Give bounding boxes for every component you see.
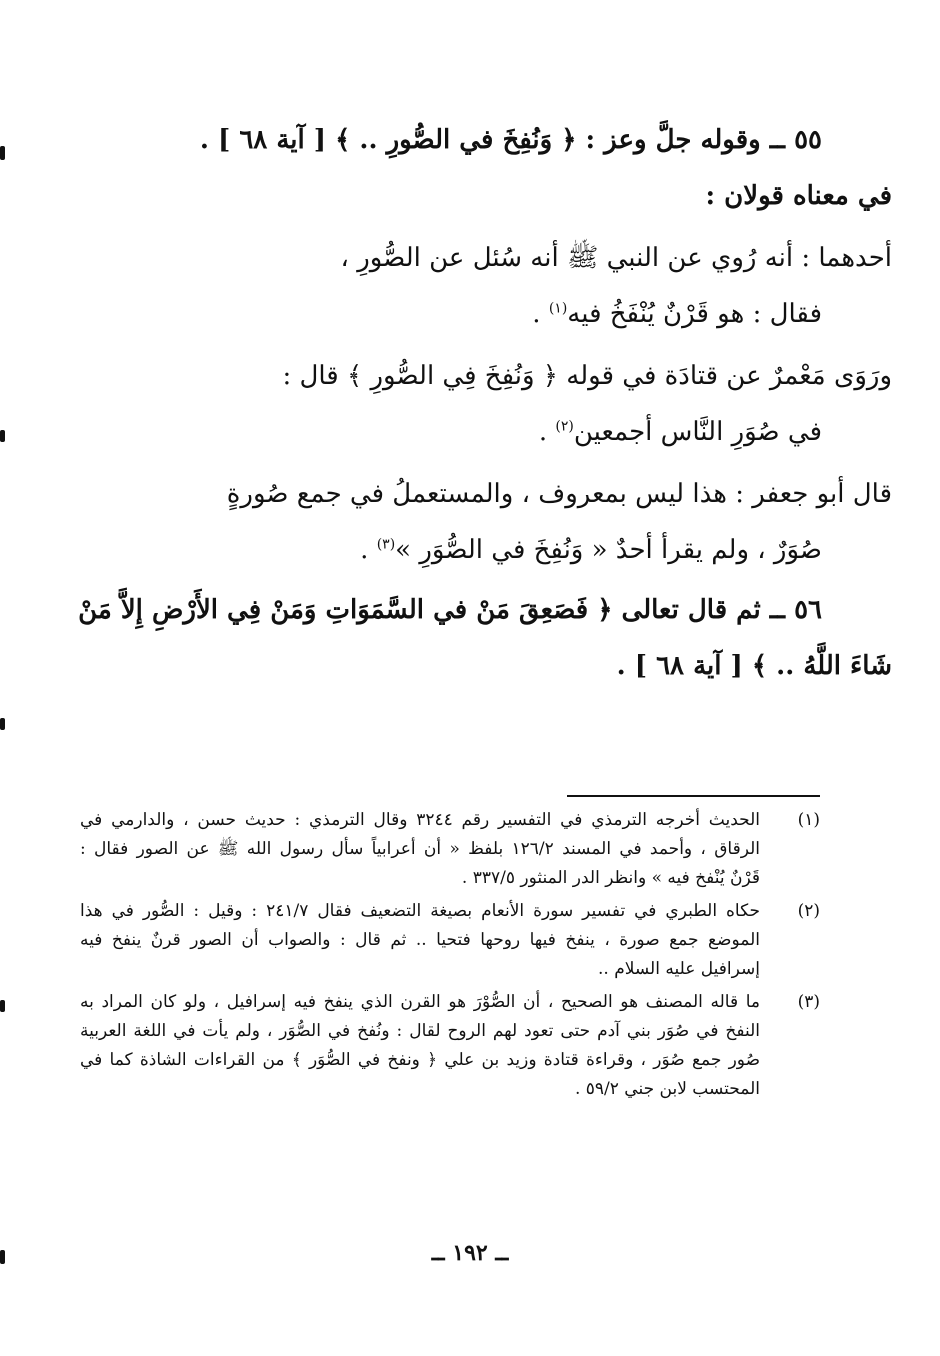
footnote-ref-2[interactable]: (٢) [555,418,574,435]
footnotes [80,806,820,1108]
scan-edge-mark [0,1000,5,1012]
footnote-3 [80,988,820,1104]
footnote-line: النفخ في صُوَر بني آدم حتى تعود لهم الروح لقال : ونُفخ في الصُّوَر ، ولم يأت في اللغة العربية [80,1021,760,1041]
scan-edge-mark [0,430,5,442]
section-55-intro: في معناه قولان : [705,181,892,211]
paragraph-first-opinion-line2: فقال : هو قَرْنٌ يُنْفَخُ فيه$^{(١)}$ . [532,299,822,329]
section-55-heading [80,112,822,168]
footnote-line: صُور جمع صُوَر ، وقراءة قتادة وزيد بن علي ﴿ ونفخ في الصُّوَر ﴾ من القراءات الشاذة كما في [80,1050,760,1070]
footnote-line: المحتسب لابن جني ٥٩/٢ . [574,1079,760,1099]
scan-edge-mark [0,718,5,730]
paragraph-qatada-line1: ورَوَى مَعْمرٌ عن قتادَة في قوله ﴿ وَنُفِخَ فِي الصُّورِ ﴾ قال : [282,361,892,391]
paragraph-first-opinion-line1: أحدهما : أنه رُوي عن النبي ﷺ أنه سُئل عن الصُّورِ ، [340,243,892,273]
footnote-line: الرقاق ، وأحمد في المسند ١٢٦/٢ بلفظ « أن أعرابياً سأل رسول الله ﷺ عن الصور فقال : [80,839,760,859]
section-56-line2: شَاءَ اللَّهُ .. ﴾ [ آية ٦٨ ] . [616,651,892,681]
footnote-line: إسرافيل عليه السلام .. [598,959,760,979]
paragraph-abu-jafar-line1: قال أبو جعفر : هذا ليس بمعروف ، والمستعملُ في جمع صُورةٍ [226,479,892,509]
footnote-number: (١) [797,810,820,830]
footnote-ref-1[interactable]: (١) [548,300,568,317]
section-55-text: ٥٥ ــ وقوله جلَّ وعز : ﴿ وَنُفِخَ في الصُّورِ .. ﴾ [ آية ٦٨ ] . [199,125,822,155]
scan-edge-mark [0,1250,5,1264]
footnote-number: (٢) [797,901,820,921]
main-text [78,112,892,694]
footnote-line: الموضع جمع صورة ، ينفخ فيها روحها فتحيا .. ثم قال : والصواب أن الصور قرنٌ ينفخ فيه [80,930,760,950]
footnote-line: قَرْنٌ يُنْفخ فيه » وانظر الدر المنثور ٣٣٧/٥ . [461,868,760,888]
paragraph-abu-jafar-line2: صُوَرٌ ، ولم يقرأ أحدٌ « وَنُفِخَ في الصُّوَرِ »$^{(٣)}$ . [360,535,822,565]
scan-edge-mark [0,146,5,160]
footnote-line: ما قاله المصنف هو الصحيح ، أن الصُّوْرَ هو القرن الذي ينفخ فيه إسرافيل ، ولو كان المراد به [80,992,760,1012]
footnote-1 [80,806,820,893]
footnote-number: (٣) [797,992,820,1012]
paragraph-qatada-line2: في صُوَرِ النَّاس أجمعين$^{(٢)}$ . [538,417,822,447]
section-56-line1: ٥٦ ــ ثم قال تعالى ﴿ فَصَعِقَ مَنْ في السَّمَوَاتِ وَمَنْ فِي الأَرْضِ إِلاَّ مَنْ [78,595,822,625]
page-number: ــ ١٩٢ ــ [431,1240,509,1266]
footnote-divider [567,795,820,797]
footnote-line: حكاه الطبري في تفسير سورة الأنعام بصيغة التضعيف فقال ٢٤١/٧ : وقيل : الصُّور في هذا [80,901,760,921]
footnote-ref-3[interactable]: (٣) [376,536,396,553]
footnote-2 [80,897,820,984]
footnote-line: الحديث أخرجه الترمذي في التفسير رقم ٣٢٤٤ وقال الترمذي : حديث حسن ، والدارمي في [80,810,760,830]
